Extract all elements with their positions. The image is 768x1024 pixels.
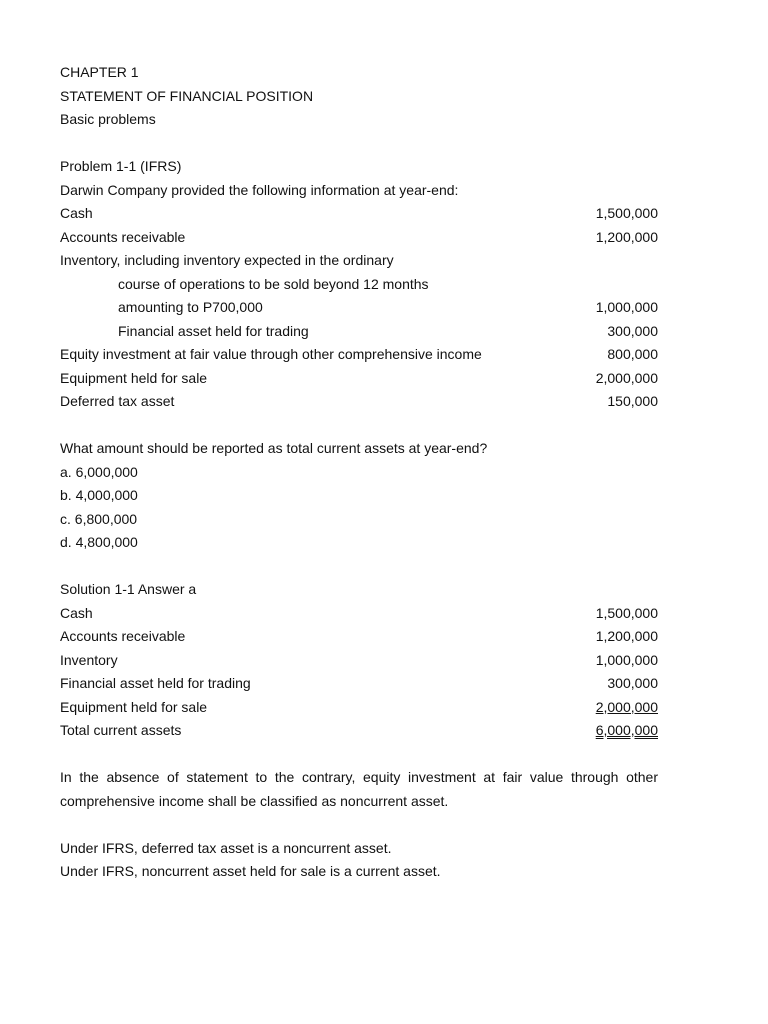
row-label: Deferred tax asset xyxy=(60,393,175,409)
spacer xyxy=(60,743,658,767)
row-amount: 1,500,000 xyxy=(595,205,658,221)
solution-row-inventory xyxy=(60,649,658,673)
solution-row-total xyxy=(60,719,658,743)
choice-d: d. 4,800,000 xyxy=(60,534,138,550)
problem-row-trading xyxy=(60,320,658,344)
total-amount: 6,000,000 xyxy=(595,722,658,738)
spacer xyxy=(60,555,658,579)
chapter-label: CHAPTER 1 xyxy=(60,64,139,80)
problem-intro: Darwin Company provided the following information at year-end: xyxy=(60,181,459,198)
problem-row-deferred-tax xyxy=(60,390,658,414)
row-label: Financial asset held for trading xyxy=(118,322,309,339)
row-amount: 1,200,000 xyxy=(595,628,658,644)
choice-c: c. 6,800,000 xyxy=(60,510,138,527)
row-amount: 2,000,000 xyxy=(595,369,658,386)
problem-row-equity-investment xyxy=(60,343,658,367)
row-amount: 1,000,000 xyxy=(595,651,658,668)
choice-b: b. 4,000,000 xyxy=(60,487,138,503)
inventory-line-1: Inventory, including inventory expected in the ordinary xyxy=(60,252,394,268)
spacer xyxy=(60,414,658,438)
ifrs-note-held-for-sale: Under IFRS, noncurrent asset held for sale is a current asset. xyxy=(60,863,441,879)
row-amount: 300,000 xyxy=(607,675,658,691)
row-label: amounting to P700,000 xyxy=(118,299,263,315)
row-label: Equity investment at fair value through other comprehensive income xyxy=(60,346,482,362)
row-amount: 800,000 xyxy=(607,346,658,362)
problem-row-cash xyxy=(60,202,658,226)
row-label: Accounts receivable xyxy=(60,228,186,245)
solution-row-cash xyxy=(60,602,658,626)
solution-row-equipment xyxy=(60,696,658,720)
row-label: Cash xyxy=(60,205,93,221)
row-amount: 1,000,000 xyxy=(595,299,658,315)
total-label: Total current assets xyxy=(60,722,182,738)
chapter-title: STATEMENT OF FINANCIAL POSITION xyxy=(60,87,314,104)
row-amount: 150,000 xyxy=(607,393,658,409)
problem-row-accounts-receivable xyxy=(60,226,658,250)
row-amount: 300,000 xyxy=(607,322,658,339)
row-label: Equipment held for sale xyxy=(60,369,208,386)
solution-row-trading xyxy=(60,672,658,696)
spacer xyxy=(60,813,658,837)
row-amount-underlined: 2,000,000 xyxy=(595,698,658,715)
explanation-paragraph: In the absence of statement to the contrary, equity investment at fair value through other comprehensive income shall be classified as noncurrent asset. xyxy=(60,769,658,809)
problem-row-inventory xyxy=(60,296,658,320)
problem-heading: Problem 1-1 (IFRS) xyxy=(60,158,182,174)
solution-row-accounts-receivable xyxy=(60,625,658,649)
spacer xyxy=(60,132,658,156)
document-page xyxy=(60,61,658,884)
row-label: Cash xyxy=(60,604,93,621)
row-label: Inventory xyxy=(60,651,118,668)
choice-a: a. 6,000,000 xyxy=(60,463,138,480)
section-subtitle: Basic problems xyxy=(60,111,156,127)
ifrs-note-deferred-tax: Under IFRS, deferred tax asset is a noncurrent asset. xyxy=(60,839,392,856)
row-label: Equipment held for sale xyxy=(60,698,208,715)
row-amount: 1,500,000 xyxy=(595,604,658,621)
question-text: What amount should be reported as total current assets at year-end? xyxy=(60,440,488,456)
row-label: Accounts receivable xyxy=(60,628,186,644)
solution-heading: Solution 1-1 Answer a xyxy=(60,581,197,597)
inventory-line-2: course of operations to be sold beyond 12 months xyxy=(118,275,429,292)
problem-row-equipment xyxy=(60,367,658,391)
row-amount: 1,200,000 xyxy=(595,228,658,245)
row-label: Financial asset held for trading xyxy=(60,675,251,691)
